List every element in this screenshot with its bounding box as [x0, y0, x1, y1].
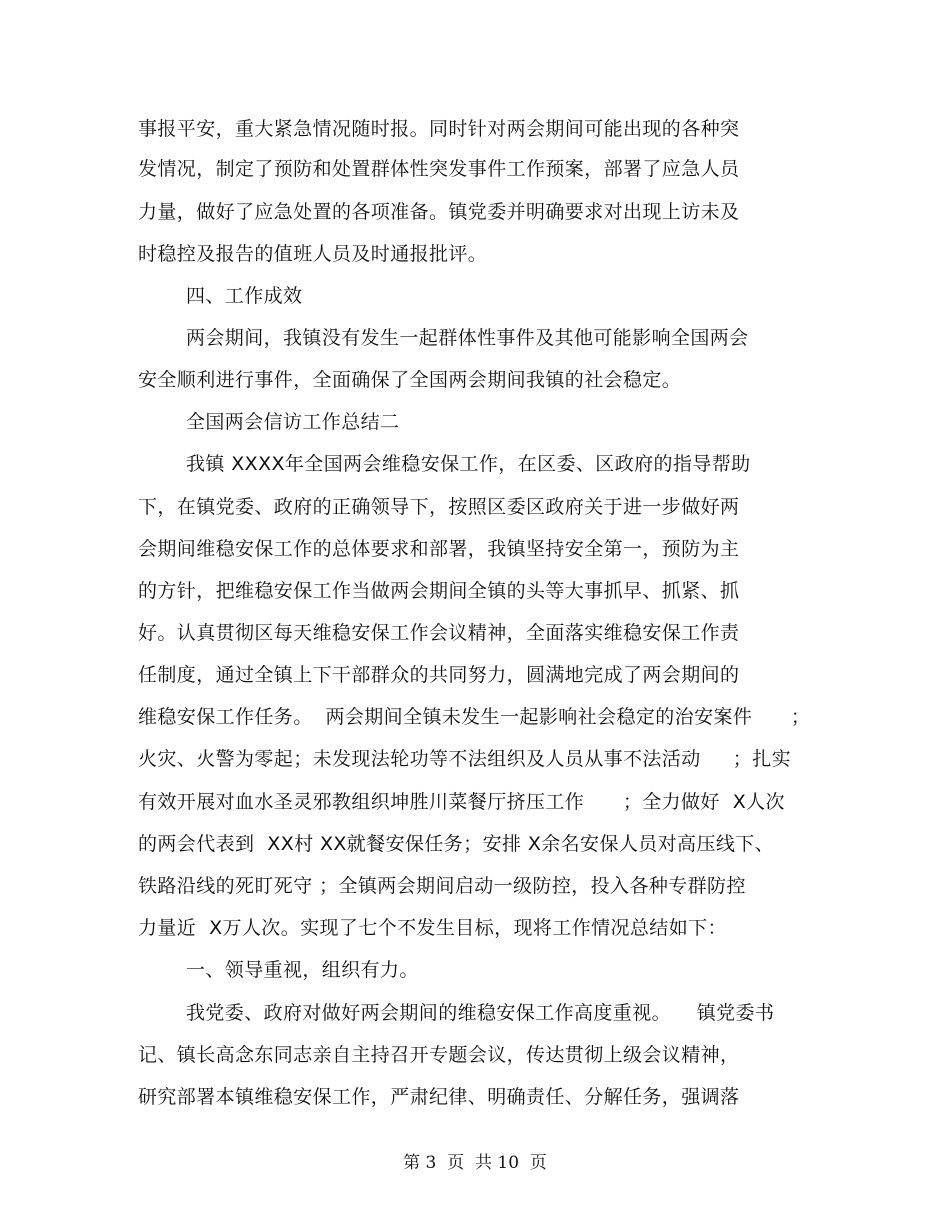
body-line: 力量近 X万人次。实现了七个不发生目标，现将工作情况总结如下：	[138, 917, 727, 939]
body-line: 火灾、火警为零起；未发现法轮功等不法组织及人员从事不法活动 ；扎实	[138, 748, 791, 770]
body-line: 任制度，通过全镇上下干部群众的共同努力，圆满地完成了两会期间的	[138, 664, 740, 686]
body-line: 下，在镇党委、政府的正确领导下，按照区委区政府关于进一步做好两	[138, 496, 740, 518]
page-number-footer: 第 3 页 共 10 页	[403, 1153, 547, 1173]
body-line: 的方针，把维稳安保工作当做两会期间全镇的头等大事抓早、抓紧、抓	[138, 580, 740, 602]
body-line: 研究部署本镇维稳安保工作，严肃纪律、明确责任、分解任务，强调落	[138, 1086, 740, 1108]
body-line: 的两会代表到 XX村 XX就餐安保任务；安排 X余名安保人员对高压线下、	[138, 833, 775, 855]
body-line: 记、镇长高念东同志亲自主持召开专题会议，传达贯彻上级会议精神，	[138, 1044, 740, 1066]
document-subtitle: 全国两会信访工作总结二	[186, 411, 400, 433]
body-line: 我党委、政府对做好两会期间的维稳安保工作高度重视。 镇党委书	[186, 1002, 775, 1024]
section-heading: 一、领导重视，组织有力。	[186, 959, 419, 981]
body-line: 发情况，制定了预防和处置群体性突发事件工作预案，部署了应急人员	[138, 158, 740, 180]
body-line: 有效开展对血水圣灵邪教组织坤胜川菜餐厅挤压工作 ；全力做好 X人次	[138, 791, 785, 813]
body-line: 会期间维稳安保工作的总体要求和部署，我镇坚持安全第一，预防为主	[138, 538, 740, 560]
body-line: 时稳控及报告的值班人员及时通报批评。	[138, 243, 488, 265]
body-line: 力量，做好了应急处置的各项准备。镇党委并明确要求对出现上访未及	[138, 201, 740, 223]
body-line: 两会期间，我镇没有发生一起群体性事件及其他可能影响全国两会	[186, 327, 749, 349]
body-line: 事报平安，重大紧急情况随时报。同时针对两会期间可能出现的各种突	[138, 118, 740, 140]
body-line: 安全顺利进行事件，全面确保了全国两会期间我镇的社会稳定。	[138, 369, 682, 391]
body-line: 我镇 XXXX年全国两会维稳安保工作，在区委、区政府的指导帮助	[186, 453, 751, 475]
body-line: 铁路沿线的死盯死守 ；全镇两会期间启动一级防控，投入各种专群防控	[138, 875, 746, 897]
body-line: 好。认真贯彻区每天维稳安保工作会议精神，全面落实维稳安保工作责	[138, 622, 740, 644]
body-line: 维稳安保工作任务。 两会期间全镇未发生一起影响社会稳定的治安案件 ；	[138, 706, 811, 728]
section-heading: 四、工作成效	[186, 285, 303, 307]
